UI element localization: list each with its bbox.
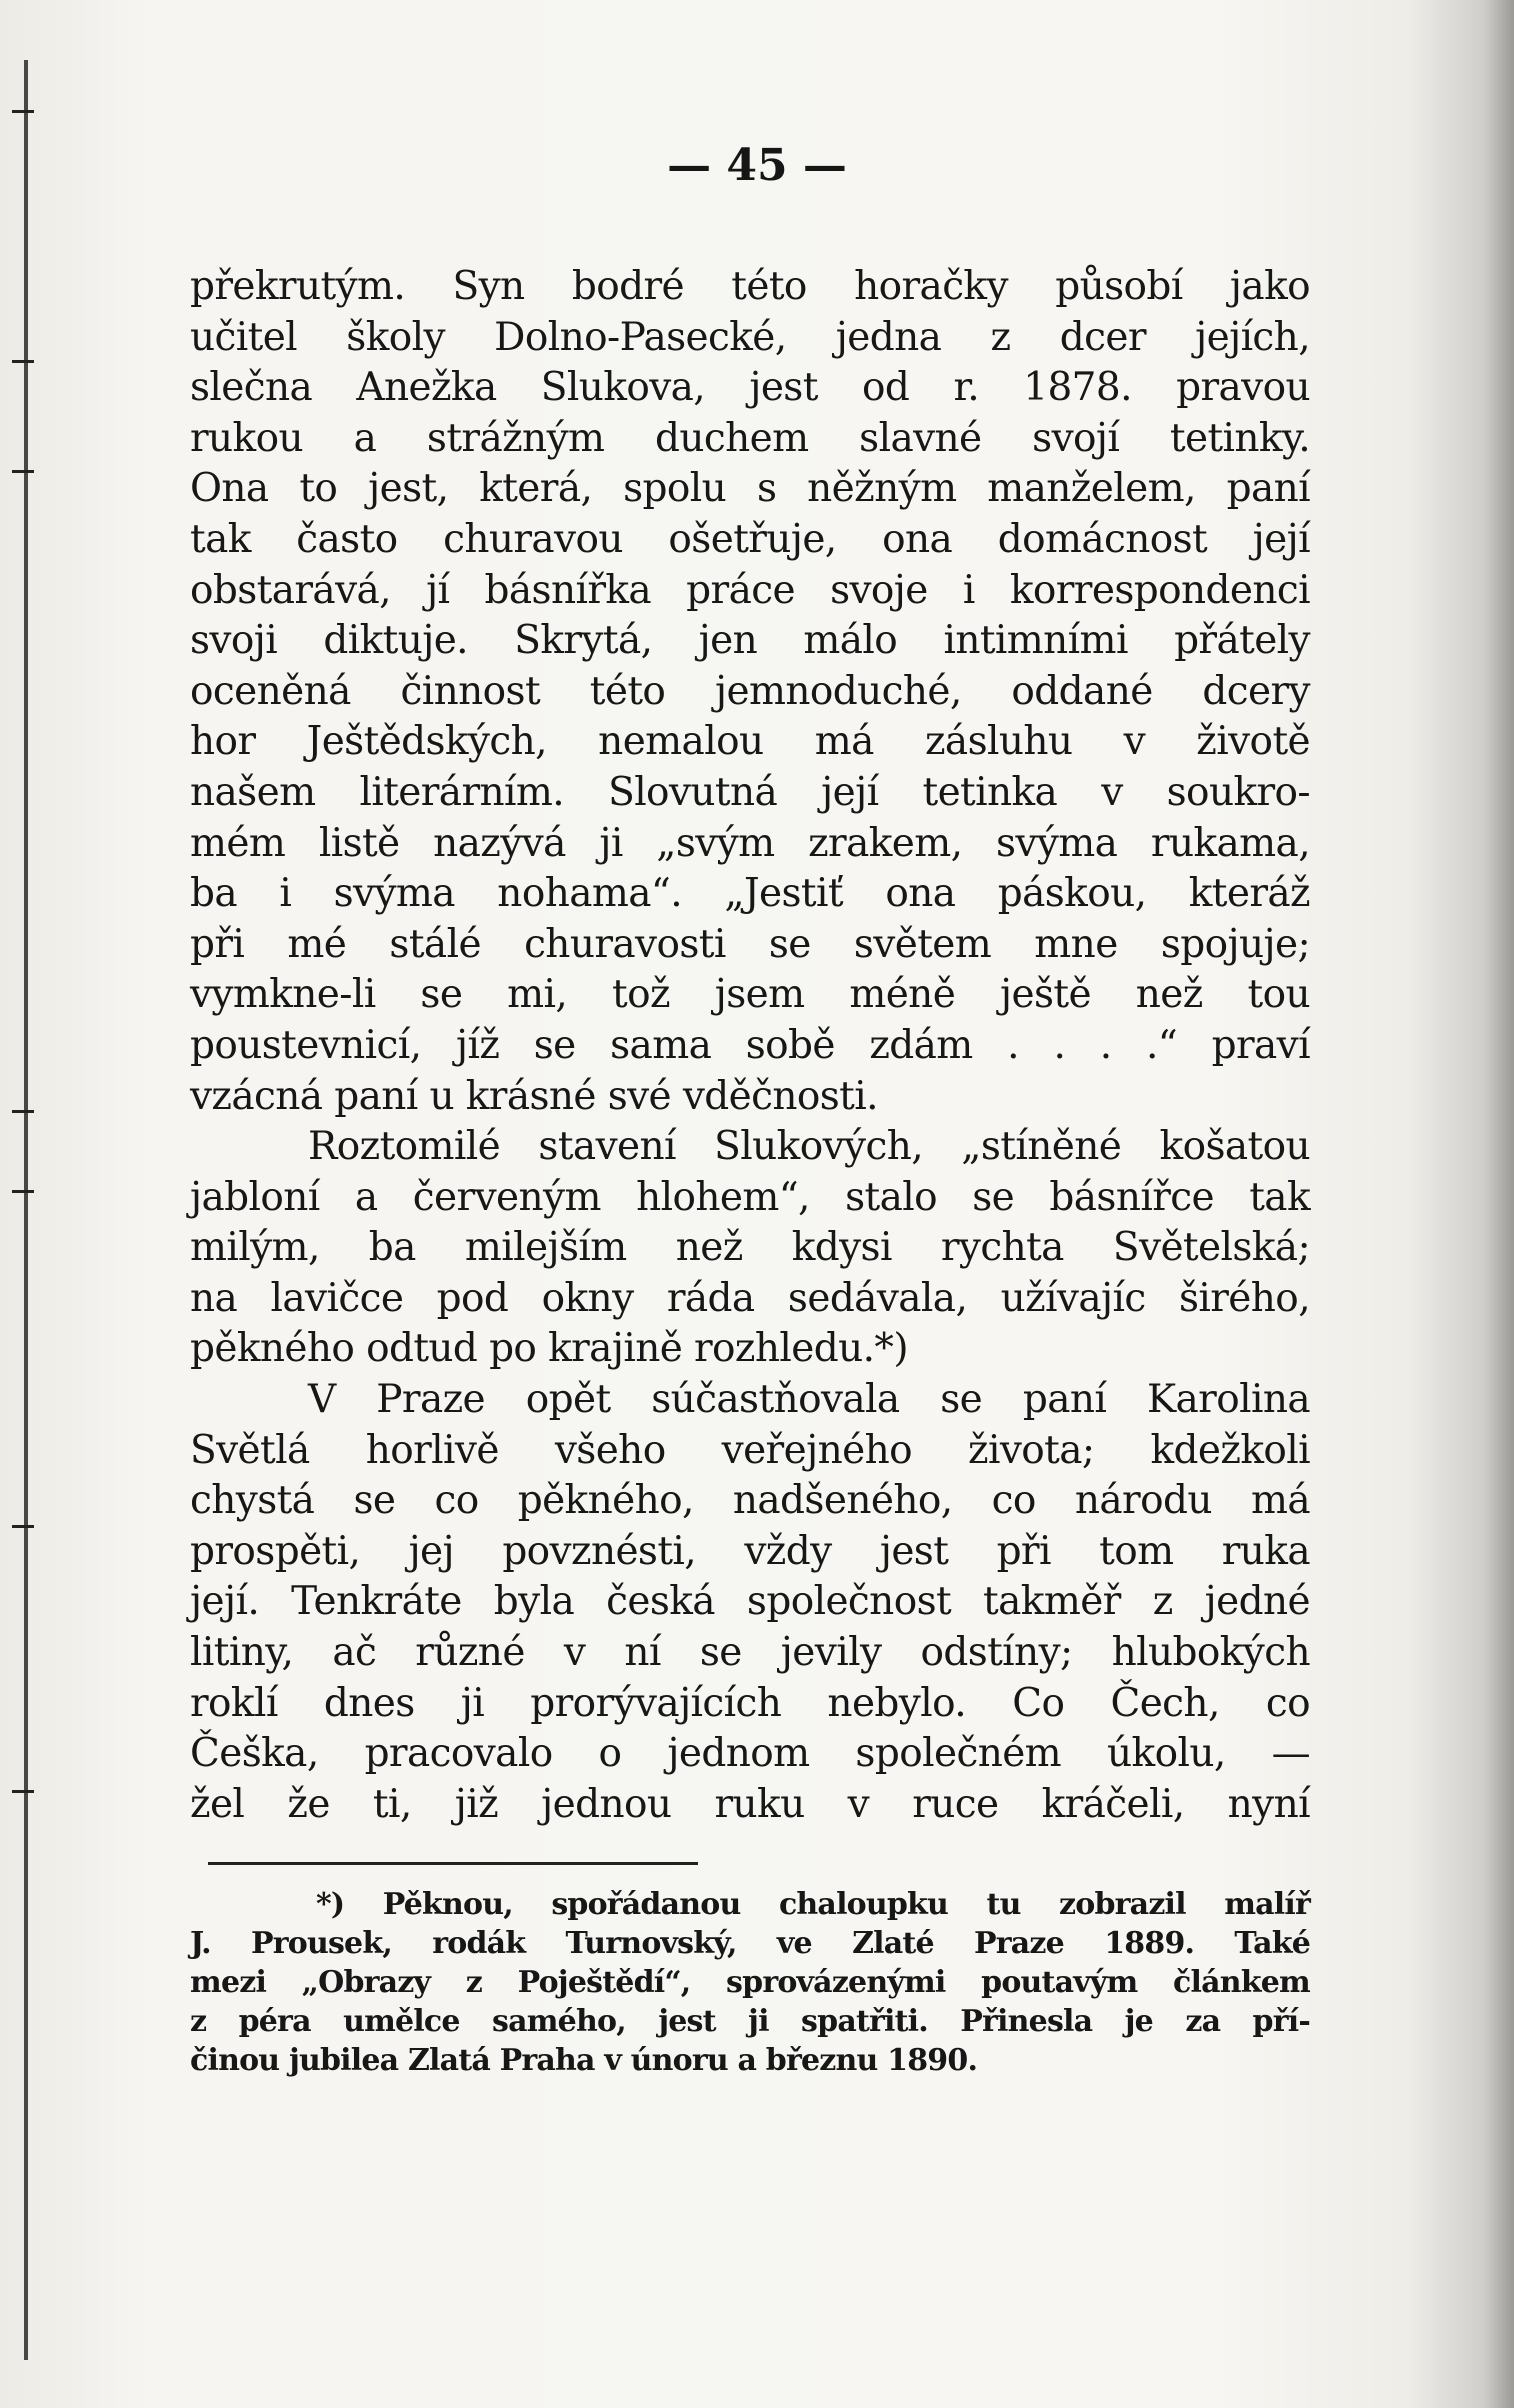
- body-text: [190, 262, 1310, 1830]
- footnote-line: *) Pěknou, spořádanou chaloupku tu zobrazil malíř: [316, 1887, 1310, 1922]
- text-line: Světlá horlivě všeho veřejného života; kdežkoli: [190, 1427, 1310, 1473]
- footnote: [190, 1885, 1310, 2080]
- text-line: prospěti, jej povznésti, vždy jest při tom ruka: [190, 1528, 1310, 1574]
- text-line: našem literárním. Slovutná její tetinka v soukro-: [190, 769, 1310, 815]
- text-line: slečna Anežka Slukova, jest od r. 1878. pravou: [190, 365, 1310, 411]
- text-line: Ona to jest, která, spolu s něžným manželem, paní: [190, 466, 1310, 512]
- text-line: roklí dnes ji prorývajících nebylo. Co Čech, co: [190, 1680, 1310, 1726]
- paragraph-start-line: V Praze opět súčastňovala se paní Karolina: [308, 1377, 1310, 1423]
- text-line: jabloní a červeným hlohem“, stalo se básnířce tak: [190, 1174, 1310, 1220]
- text-line: ba i svýma nohama“. „Jestiť ona páskou, kteráž: [190, 871, 1310, 917]
- footnote-line: činou jubilea Zlatá Praha v únoru a březnu 1890.: [190, 2043, 978, 2078]
- text-line: žel že ti, již jednou ruku v ruce kráčeli, nyní: [190, 1781, 1310, 1827]
- text-line: oceněná činnost této jemnoduché, oddané dcery: [190, 668, 1310, 714]
- text-line: hor Ještědských, nemalou má zásluhu v životě: [190, 719, 1310, 765]
- text-line: na lavičce pod okny ráda sedávala, užívajíc širého,: [190, 1275, 1310, 1321]
- text-line: její. Tenkráte byla česká společnost takměř z jedné: [190, 1579, 1310, 1625]
- text-line: učitel školy Dolno-Pasecké, jedna z dcer jejích,: [190, 314, 1310, 360]
- paragraph-start-line: Roztomilé stavení Slukových, „stíněné košatou: [308, 1124, 1310, 1170]
- footnote-line: mezi „Obrazy z Poještědí“, sprovázenými poutavým článkem: [190, 1965, 1310, 2000]
- text-line: litiny, ač různé v ní se jevily odstíny; hlubokých: [190, 1630, 1310, 1676]
- text-line: svoji diktuje. Skrytá, jen málo intimními přátely: [190, 618, 1310, 664]
- footnote-divider: [208, 1862, 698, 1865]
- footnote-line: J. Prousek, rodák Turnovský, ve Zlaté Praze 1889. Také: [190, 1926, 1310, 1961]
- text-line: rukou a strážným duchem slavné svojí tetinky.: [190, 415, 1310, 461]
- text-line: mém listě nazývá ji „svým zrakem, svýma rukama,: [190, 820, 1310, 866]
- text-line: milým, ba milejším než kdysi rychta Světelská;: [190, 1225, 1310, 1271]
- footnote-line: z péra umělce samého, jest ji spatřiti. Přinesla je za pří-: [190, 2004, 1310, 2039]
- paragraph-end-line: vzácná paní u krásné své vděčnosti.: [190, 1073, 878, 1119]
- page-number: — 45 —: [667, 140, 847, 191]
- page-spine-edge: [24, 60, 28, 2360]
- text-line: poustevnicí, jíž se sama sobě zdám . . . .“ praví: [190, 1022, 1310, 1068]
- paragraph-end-line: pěkného odtud po krajině rozhledu.*): [190, 1326, 908, 1372]
- text-line: vymkne-li se mi, tož jsem méně ještě než tou: [190, 972, 1310, 1018]
- text-line: chystá se co pěkného, nadšeného, co národu má: [190, 1478, 1310, 1524]
- text-line: překrutým. Syn bodré této horačky působí jako: [190, 264, 1310, 309]
- text-line: obstarává, jí básnířka práce svoje i korrespondenci: [190, 567, 1310, 613]
- text-line: tak často churavou ošetřuje, ona domácnost její: [190, 516, 1310, 562]
- text-line: při mé stálé churavosti se světem mne spojuje;: [190, 921, 1310, 967]
- text-line: Češka, pracovalo o jednom společném úkolu, —: [190, 1731, 1310, 1777]
